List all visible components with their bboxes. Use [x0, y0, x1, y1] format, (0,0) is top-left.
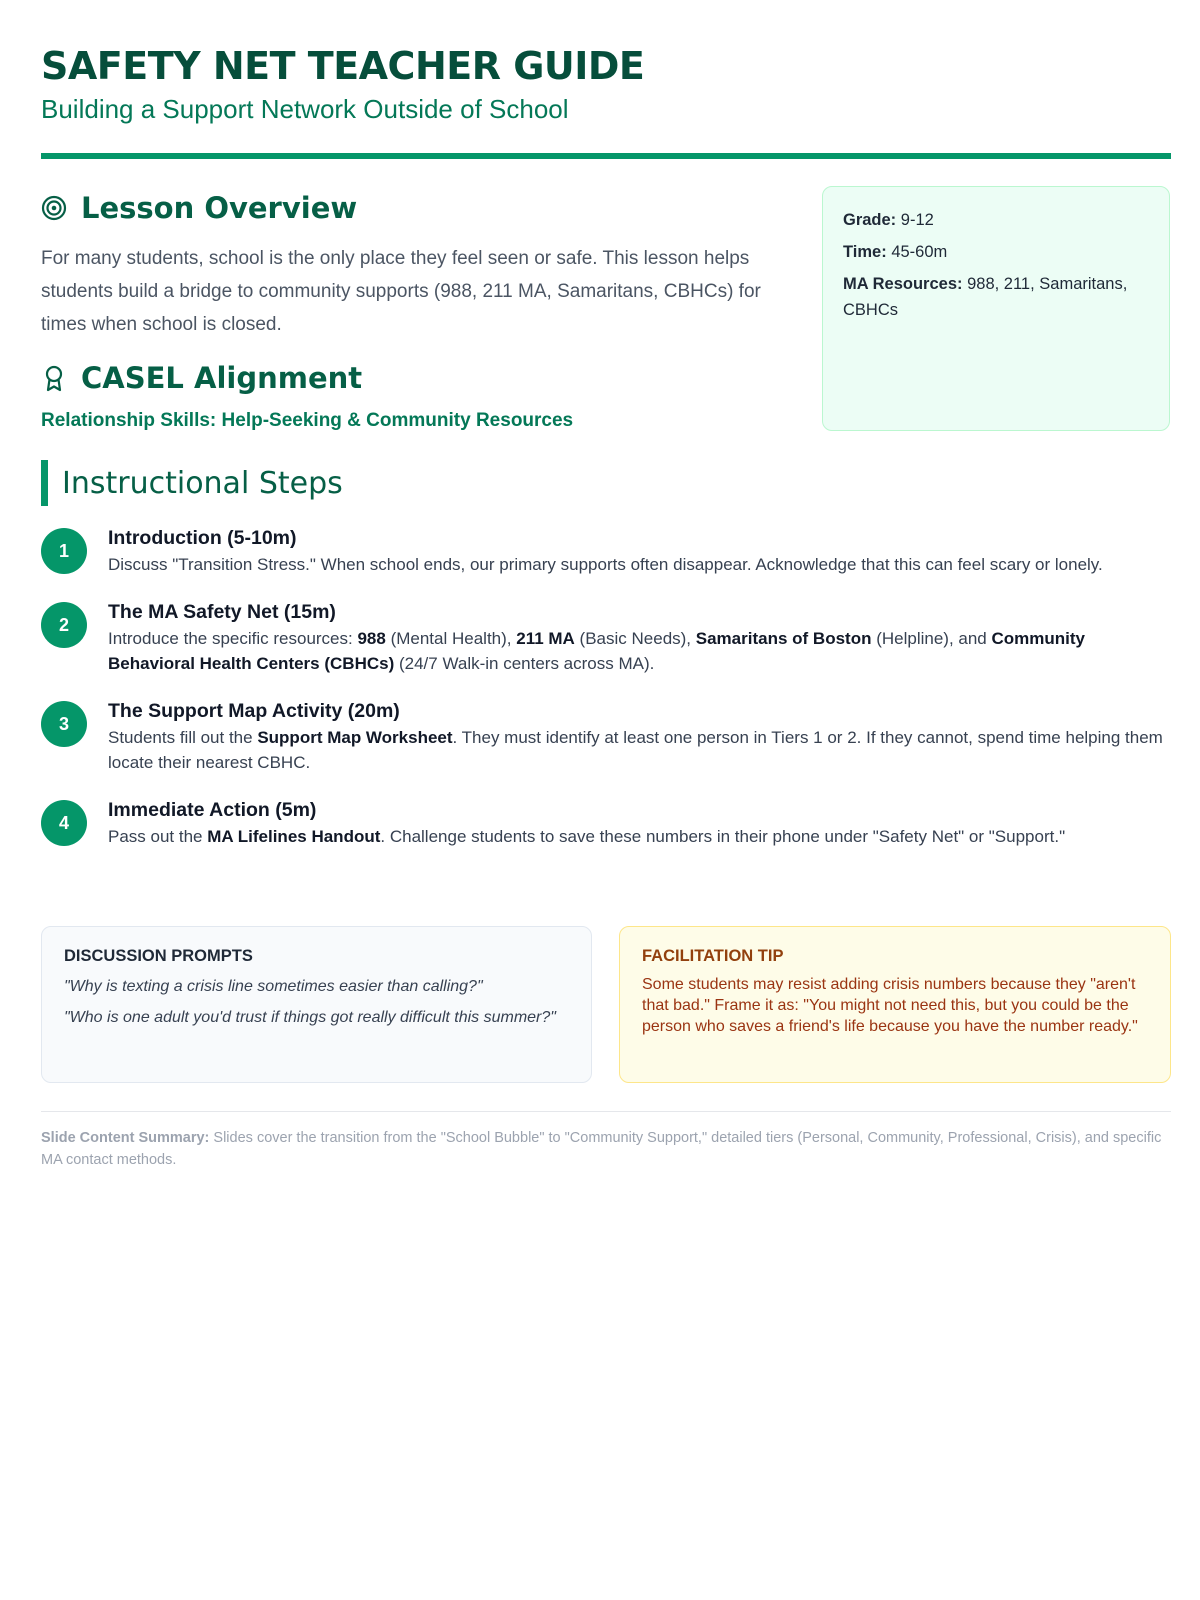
- page-title: SAFETY NET TEACHER GUIDE: [41, 44, 645, 88]
- time-row: [843, 239, 1149, 265]
- steps-list: [41, 524, 1171, 870]
- step-text-part: Students fill out the: [108, 728, 258, 747]
- step-text-part: (Basic Needs),: [574, 629, 696, 648]
- target-icon: [41, 195, 67, 221]
- step-title: The MA Safety Net (15m): [108, 601, 336, 623]
- step-text-part: (24/7 Walk-in centers across MA).: [394, 654, 655, 673]
- casel-heading: [41, 356, 761, 400]
- resource-cbhc: Community Behavioral Health Centers (CBHCs): [108, 629, 1085, 673]
- page-subtitle: Building a Support Network Outside of School: [41, 94, 569, 124]
- grade-row: [843, 207, 1149, 233]
- step-text: Discuss "Transition Stress." When school ends, our primary supports often disappear. Acknowledge that this can feel scary or lonely.: [108, 555, 1103, 574]
- lesson-overview-section: [41, 186, 761, 341]
- slide-summary: [41, 1127, 1171, 1171]
- lesson-overview-title: Lesson Overview: [81, 191, 358, 225]
- step-title: Immediate Action (5m): [108, 799, 317, 821]
- step-number-badge: 1: [41, 528, 87, 574]
- discussion-prompts-label: DISCUSSION PROMPTS: [64, 947, 253, 965]
- step-text-part: Introduce the specific resources:: [108, 629, 358, 648]
- resource-988: 988: [357, 629, 386, 648]
- time-value: 45-60m: [891, 243, 948, 261]
- step-text: [108, 626, 1171, 676]
- discussion-prompts-box: [41, 926, 592, 1083]
- step-text-part: (Helpline), and: [871, 629, 992, 648]
- instructional-steps-heading: Instructional Steps: [41, 460, 641, 506]
- handout-name: MA Lifelines Handout: [207, 827, 381, 846]
- step-text-part: Pass out the: [108, 827, 208, 846]
- step-number-badge: 3: [41, 701, 87, 747]
- grade-value: 9-12: [900, 211, 934, 229]
- step-number-badge: 4: [41, 800, 87, 846]
- footer-divider: [41, 1111, 1171, 1112]
- resource-211: 211 MA: [516, 629, 575, 648]
- slide-summary-label: Slide Content Summary:: [41, 1130, 210, 1146]
- casel-section: [41, 356, 761, 432]
- step-text-part: . They must identify at least one person in Tiers 1 or 2. If they cannot, spend time helping them locate their nearest CBHC.: [108, 728, 1163, 772]
- header-divider: [41, 153, 1171, 159]
- step-text: [108, 824, 1171, 849]
- casel-title: CASEL Alignment: [81, 361, 363, 395]
- facilitation-tip-box: [619, 926, 1171, 1083]
- resources-label: MA Resources:: [843, 275, 963, 293]
- step-title: Introduction (5-10m): [108, 527, 297, 549]
- discussion-prompt: "Why is texting a crisis line sometimes easier than calling?": [64, 978, 483, 995]
- lesson-overview-text: For many students, school is the only place they feel seen or safe. This lesson helps students build a bridge to community supports (988, 211 MA, Samaritans, CBHCs) for times when school is closed.: [41, 248, 761, 335]
- lesson-info-box: [822, 186, 1170, 431]
- step-item: [41, 697, 1171, 775]
- step-title: The Support Map Activity (20m): [108, 700, 400, 722]
- resource-samaritans: Samaritans of Boston: [695, 629, 872, 648]
- step-item: [41, 524, 1171, 577]
- step-number-badge: 2: [41, 602, 87, 648]
- time-label: Time:: [843, 243, 887, 261]
- step-text: [108, 725, 1171, 775]
- facilitation-tip-label: FACILITATION TIP: [642, 947, 784, 965]
- grade-label: Grade:: [843, 211, 897, 229]
- step-text-part: . Challenge students to save these numbers in their phone under "Safety Net" or "Support.": [380, 827, 1066, 846]
- facilitation-tip-text: Some students may resist adding crisis numbers because they "aren't that bad." Frame it as: "You might not need this, but you could be the person who saves a friend's life because you have the number ready.": [642, 976, 1138, 1035]
- step-text-part: (Mental Health),: [385, 629, 517, 648]
- resources-value: 988, 211, Samaritans, CBHCs: [843, 275, 1128, 319]
- header: [41, 40, 1171, 126]
- worksheet-name: Support Map Worksheet: [257, 728, 453, 747]
- casel-subtitle: Relationship Skills: Help-Seeking & Community Resources: [41, 410, 574, 431]
- lesson-overview-heading: [41, 186, 761, 230]
- step-item: [41, 796, 1171, 849]
- resources-row: [843, 271, 1149, 323]
- step-item: [41, 598, 1171, 676]
- award-icon: [41, 364, 67, 392]
- discussion-prompt: "Who is one adult you'd trust if things got really difficult this summer?": [64, 1009, 556, 1026]
- slide-summary-text: Slides cover the transition from the "School Bubble" to "Community Support," detailed tiers (Personal, Community, Professional, Crisis), and specific MA contact methods.: [41, 1130, 1162, 1168]
